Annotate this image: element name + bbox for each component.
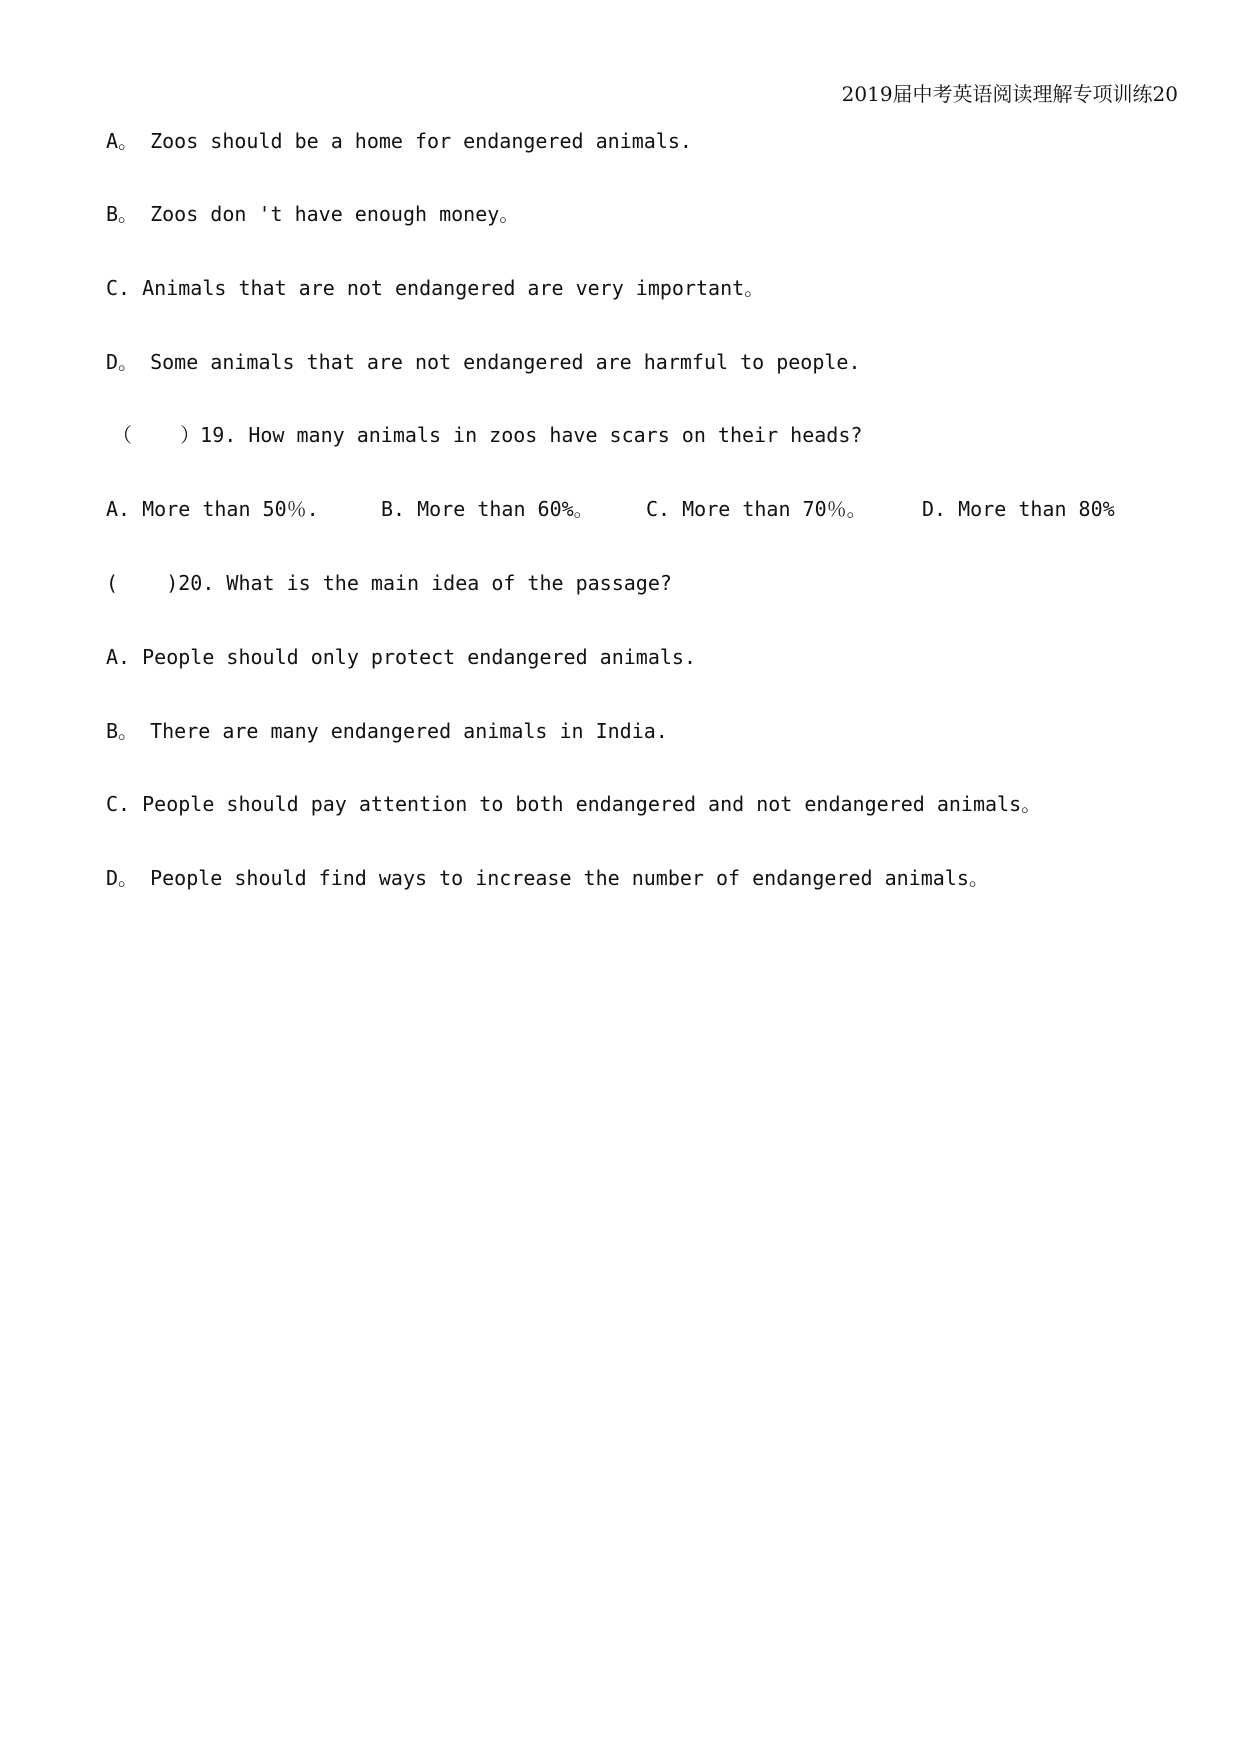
q20-option-d: D。 People should find ways to increase the number of endangered animals。 — [106, 866, 989, 890]
q18-option-c: C. Animals that are not endangered are very important。 — [106, 276, 765, 300]
q18-option-d: D。 Some animals that are not endangered are harmful to people. — [106, 350, 861, 374]
q20-option-a: A. People should only protect endangered animals. — [106, 645, 697, 669]
q20-question: ( )20. What is the main idea of the passage? — [106, 571, 672, 595]
q19-option-b: B. More than 60%。 — [381, 497, 594, 521]
q20-option-c: C. People should pay attention to both endangered and not endangered animals。 — [106, 792, 1042, 816]
q19-question: （ ）19. How many animals in zoos have scars on their heads? — [112, 423, 863, 447]
q20-option-b: B。 There are many endangered animals in India. — [106, 719, 668, 743]
q18-option-b: B。 Zoos don 't have enough money。 — [106, 202, 520, 226]
page-header-title: 2019届中考英语阅读理解专项训练20 — [841, 82, 1178, 106]
q19-option-c: C. More than 70％。 — [646, 497, 867, 521]
q18-option-a: A。 Zoos should be a home for endangered animals. — [106, 129, 692, 153]
q19-option-a: A. More than 50％. — [106, 497, 319, 521]
q19-option-d: D. More than 80% — [922, 497, 1115, 521]
